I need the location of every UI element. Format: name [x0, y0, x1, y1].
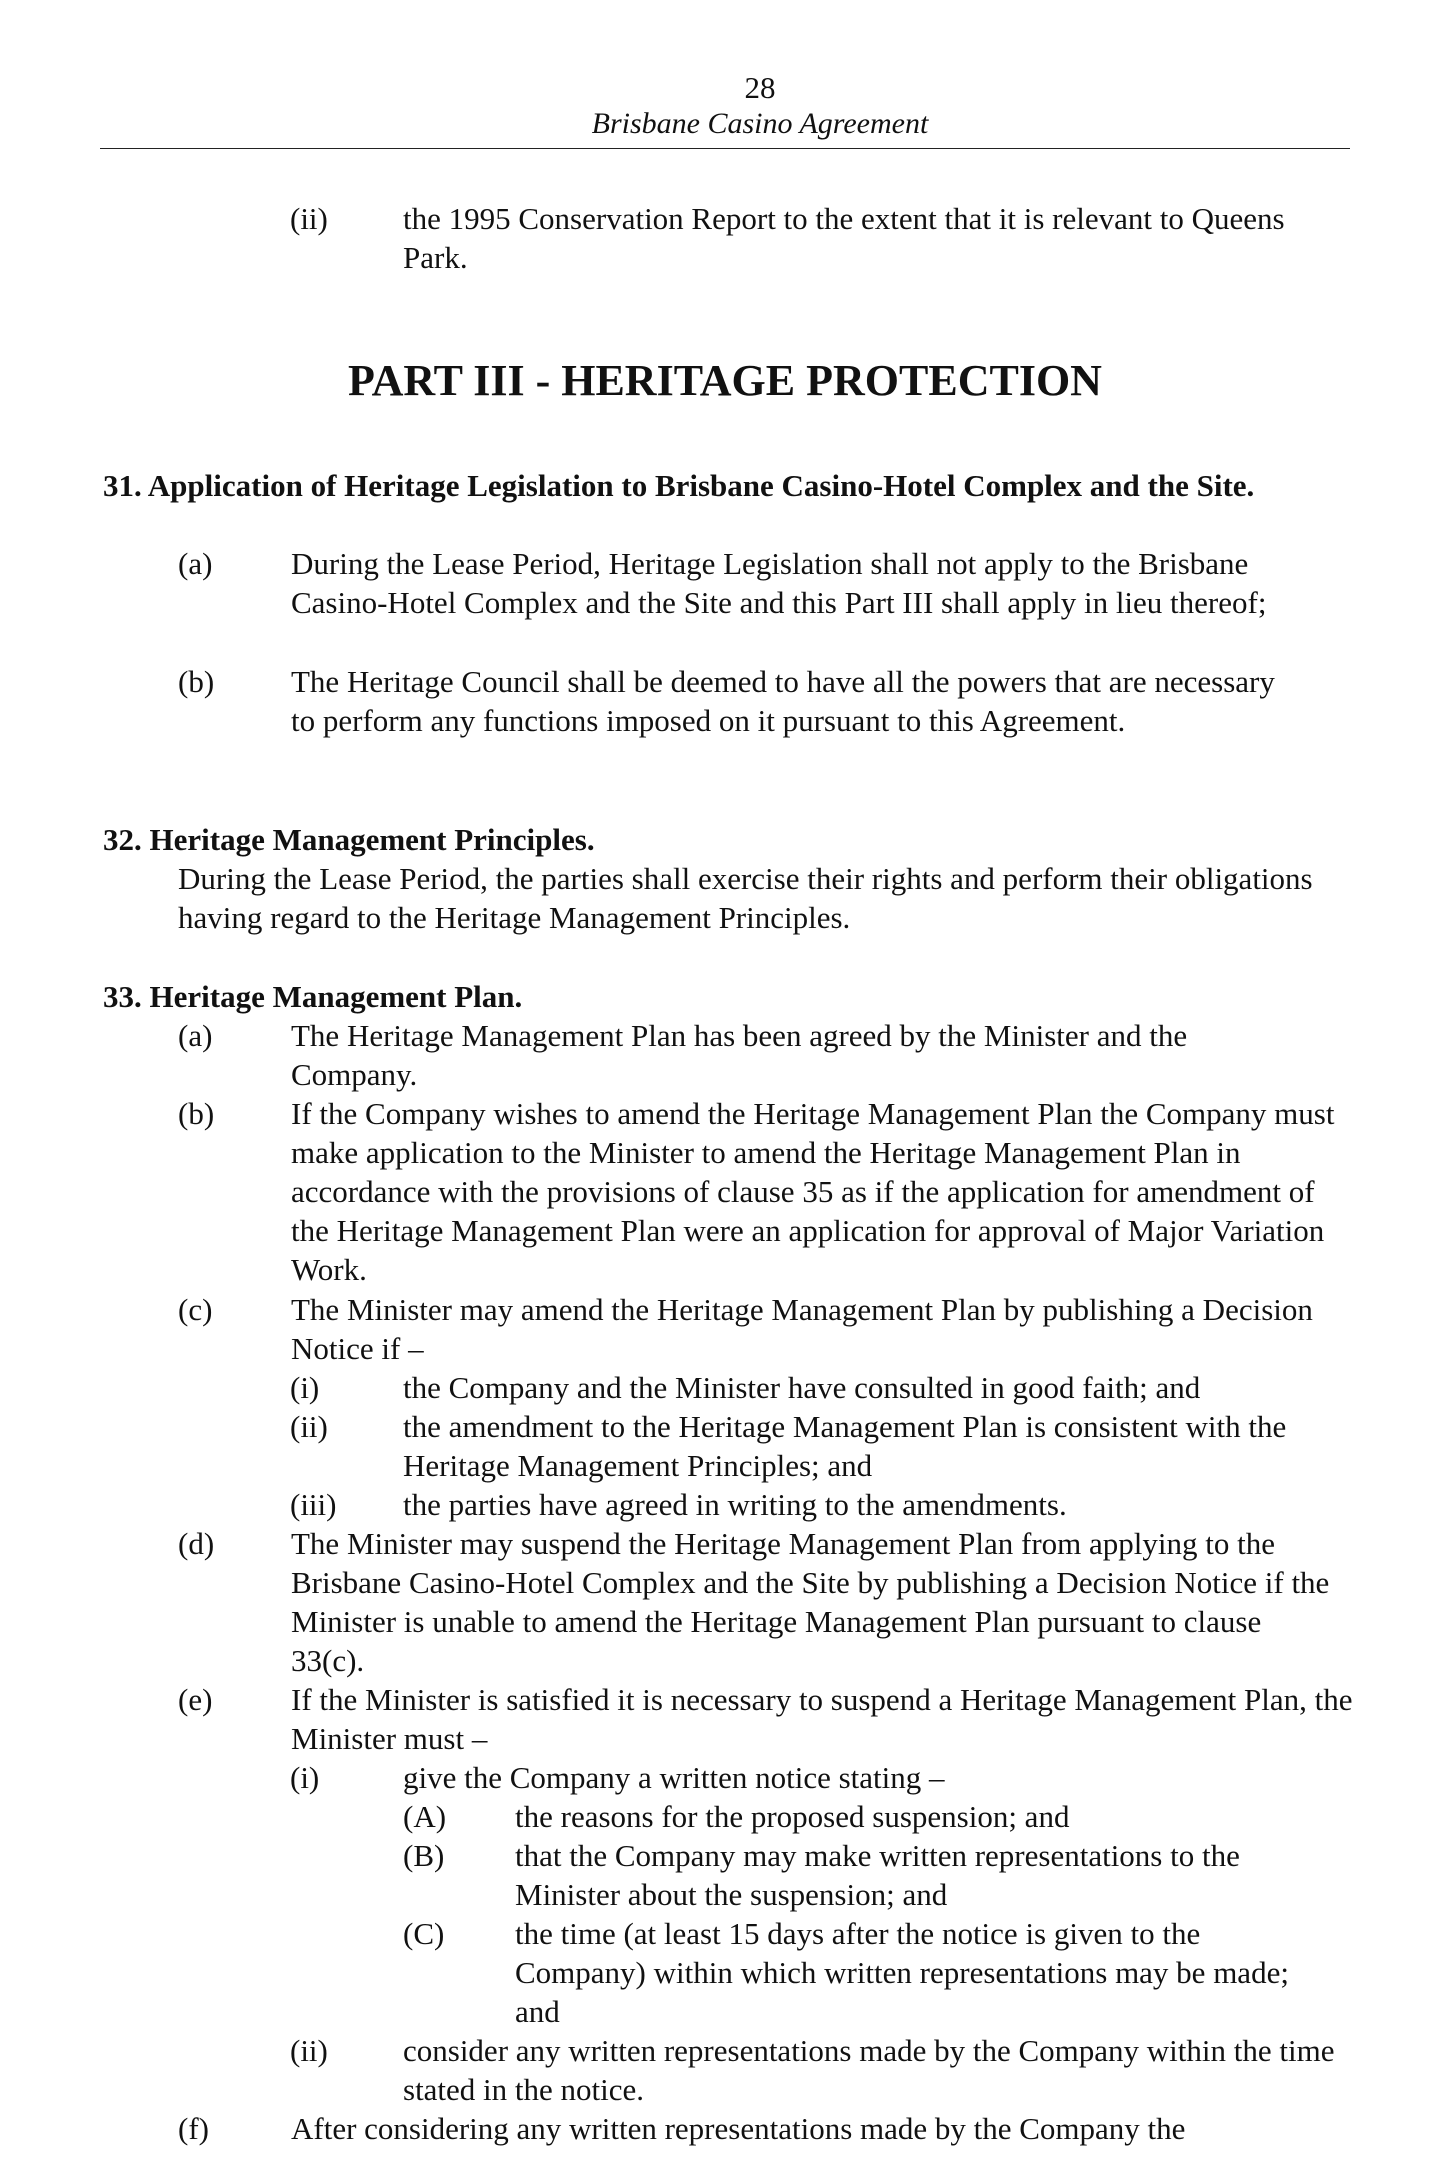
clause-33-e-i-text: give the Company a written notice stating – [403, 1760, 945, 1795]
clause-31-a-label: (a) [178, 546, 213, 581]
clause-33-b-label: (b) [178, 1096, 215, 1131]
clause-33-e-ii-label: (ii) [290, 2033, 328, 2068]
clause-33-b-text: If the Company wishes to amend the Heritage Management Plan the Company must make application to the Minister to amend the Heritage Management Plan in accordance with the provisions of clause 35 as if the application for amendment of the Heritage Management Plan were an application for approval of Major Variation Work. [291, 1096, 1335, 1287]
clause-33-c-ii-label: (ii) [290, 1409, 328, 1444]
clause-31-b-label: (b) [178, 664, 215, 699]
clause-33-c-i-label: (i) [290, 1370, 320, 1405]
part-heading: PART III - HERITAGE PROTECTION [348, 356, 1102, 405]
clause-31-a-text: During the Lease Period, Heritage Legislation shall not apply to the Brisbane Casino-Hotel Complex and the Site and this Part III shall apply in lieu thereof; [291, 546, 1267, 620]
clause-32-text: During the Lease Period, the parties shall exercise their rights and perform their obligations having regard to the Heritage Management Principles. [178, 861, 1313, 935]
carryover-label: (ii) [290, 201, 328, 236]
clause-33-e-C-text: the time (at least 15 days after the notice is given to the Company) within which written representations may be made; and [515, 1916, 1289, 2029]
clause-33-c-text: The Minister may amend the Heritage Management Plan by publishing a Decision Notice if – [291, 1292, 1313, 1366]
clause-33-c-iii-label: (iii) [290, 1487, 337, 1522]
clause-33-e-text: If the Minister is satisfied it is necessary to suspend a Heritage Management Plan, the Minister must – [291, 1682, 1353, 1756]
clause-33-e-label: (e) [178, 1682, 213, 1717]
header-rule [100, 148, 1350, 149]
clause-33-e-B-text: that the Company may make written representations to the Minister about the suspension; and [515, 1838, 1240, 1912]
clause-31-b-text: The Heritage Council shall be deemed to have all the powers that are necessary to perform any functions imposed on it pursuant to this Agreement. [291, 664, 1275, 738]
carryover-text: the 1995 Conservation Report to the extent that it is relevant to Queens Park. [403, 201, 1285, 275]
clause-33-e-B-label: (B) [403, 1838, 445, 1873]
clause-33-e-C-label: (C) [403, 1916, 445, 1951]
clause-33-c-label: (c) [178, 1292, 213, 1327]
page-number: 28 [744, 70, 776, 105]
clause-33-a-text: The Heritage Management Plan has been agreed by the Minister and the Company. [291, 1018, 1188, 1092]
clause-33-a-label: (a) [178, 1018, 213, 1053]
running-title: Brisbane Casino Agreement [591, 107, 929, 140]
clause-33-f-text: After considering any written representations made by the Company the [291, 2111, 1186, 2146]
clause-33-e-ii-text: consider any written representations made by the Company within the time stated in the notice. [403, 2033, 1335, 2107]
clause-33-c-ii-text: the amendment to the Heritage Management Plan is consistent with the Heritage Management Principles; and [403, 1409, 1287, 1483]
clause-33-e-i-label: (i) [290, 1760, 320, 1795]
clause-31-heading: 31. Application of Heritage Legislation to Brisbane Casino-Hotel Complex and the Site. [103, 468, 1255, 503]
clause-33-c-i-text: the Company and the Minister have consulted in good faith; and [403, 1370, 1201, 1405]
clause-33-c-iii-text: the parties have agreed in writing to the amendments. [403, 1487, 1067, 1522]
clause-33-d-text: The Minister may suspend the Heritage Management Plan from applying to the Brisbane Casino-Hotel Complex and the Site by publishing a Decision Notice if the Minister is unable to amend the Heritage Management Plan pursuant to clause 33(c). [291, 1526, 1330, 1678]
clause-33-d-label: (d) [178, 1526, 215, 1561]
clause-33-f-label: (f) [178, 2111, 209, 2146]
clause-33-e-A-label: (A) [403, 1799, 447, 1834]
clause-33-heading: 33. Heritage Management Plan. [103, 979, 523, 1014]
clause-32-heading: 32. Heritage Management Principles. [103, 822, 595, 857]
clause-33-e-A-text: the reasons for the proposed suspension; and [515, 1799, 1070, 1834]
